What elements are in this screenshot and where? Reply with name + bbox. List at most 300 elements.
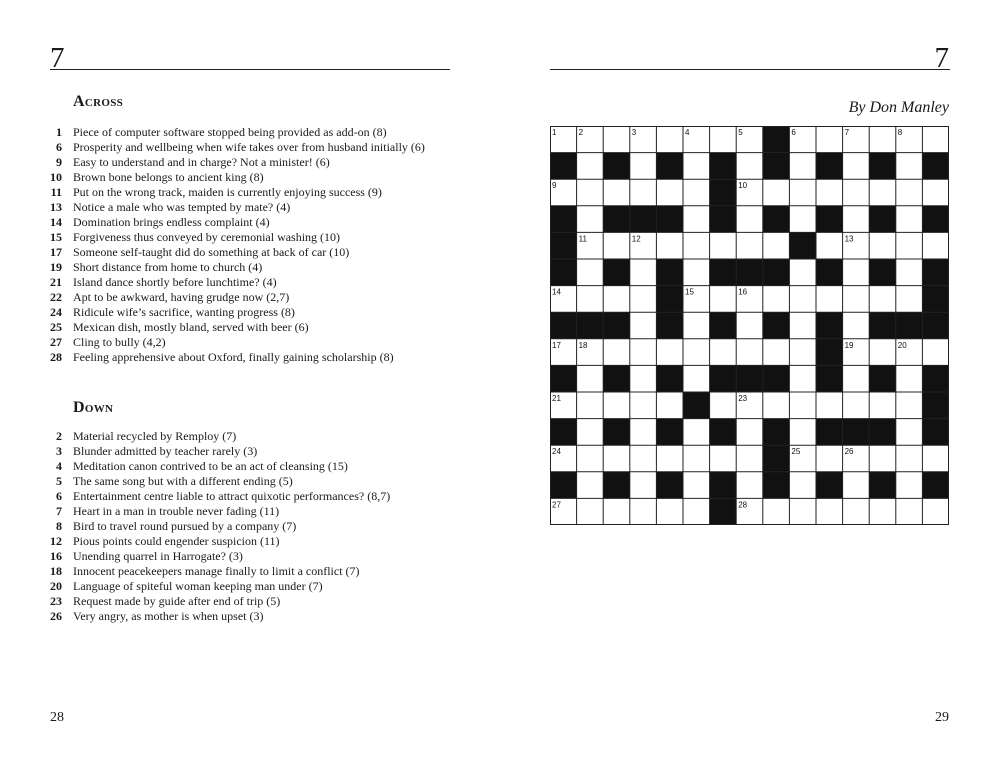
grid-cell[interactable] — [577, 179, 604, 206]
grid-cell[interactable] — [710, 445, 737, 472]
grid-cell[interactable] — [789, 419, 816, 446]
grid-cell[interactable] — [816, 126, 843, 153]
grid-block — [869, 153, 896, 180]
clue-text: Language of spiteful woman keeping man under (7) — [73, 579, 323, 593]
grid-cell[interactable] — [896, 232, 923, 259]
grid-cell[interactable] — [577, 365, 604, 392]
grid-cell[interactable] — [816, 179, 843, 206]
grid-cell[interactable] — [922, 126, 949, 153]
grid-block — [603, 153, 630, 180]
grid-cell[interactable] — [736, 445, 763, 472]
grid-cell[interactable] — [869, 339, 896, 366]
down-clue — [40, 474, 460, 489]
grid-cell[interactable] — [736, 206, 763, 233]
clue-text: Ridicule wife’s sacrifice, wanting progress (8) — [73, 305, 295, 319]
grid-cell[interactable] — [736, 419, 763, 446]
clue-number: 19 — [50, 260, 62, 274]
grid-block — [736, 259, 763, 286]
grid-clue-number: 18 — [578, 340, 588, 350]
clue-text: Mexican dish, mostly bland, served with beer (6) — [73, 320, 309, 334]
clue-number: 20 — [50, 579, 62, 593]
clue-number: 13 — [50, 200, 62, 214]
grid-cell[interactable] — [683, 472, 710, 499]
grid-clue-number: 16 — [738, 287, 748, 297]
clue-text: Heart in a man in trouble never fading (11) — [73, 504, 280, 518]
grid-block — [922, 365, 949, 392]
grid-clue-number: 11 — [578, 234, 587, 244]
grid-cell[interactable] — [710, 286, 737, 313]
grid-cell[interactable] — [630, 472, 657, 499]
clue-text: Very angry, as mother is when upset (3) — [73, 609, 264, 623]
grid-cell[interactable] — [896, 179, 923, 206]
grid-cell[interactable] — [736, 312, 763, 339]
clue-number: 14 — [50, 215, 62, 229]
grid-cell[interactable] — [896, 498, 923, 525]
grid-clue-number: 9 — [552, 181, 557, 191]
across-clue — [40, 215, 460, 230]
across-clue — [40, 245, 460, 260]
grid-block — [736, 365, 763, 392]
grid-clue-number: 23 — [738, 394, 748, 403]
grid-cell[interactable] — [630, 339, 657, 366]
across-heading: Across — [73, 93, 124, 110]
grid-cell[interactable] — [922, 232, 949, 259]
author-byline: By Don Manley — [848, 99, 949, 116]
grid-cell[interactable] — [843, 472, 870, 499]
across-clue — [40, 260, 460, 275]
clue-number: 1 — [56, 125, 62, 139]
grid-clue-number: 1 — [552, 128, 557, 137]
clue-number: 4 — [56, 459, 62, 473]
grid-cell[interactable] — [816, 445, 843, 472]
clue-text: Pious points could engender suspicion (11) — [73, 534, 280, 548]
clue-text: Prosperity and wellbeing when wife takes over from husband initially (6) — [73, 140, 425, 154]
clue-number: 21 — [50, 275, 62, 289]
grid-cell[interactable] — [630, 498, 657, 525]
grid-cell[interactable] — [843, 498, 870, 525]
clue-number: 25 — [50, 320, 62, 334]
grid-clue-number: 15 — [685, 287, 694, 297]
grid-cell[interactable] — [843, 312, 870, 339]
grid-cell[interactable] — [922, 339, 949, 366]
grid-cell[interactable] — [789, 365, 816, 392]
grid-cell[interactable] — [896, 445, 923, 472]
grid-cell[interactable] — [630, 365, 657, 392]
grid-clue-number: 14 — [552, 287, 561, 297]
clue-number: 15 — [50, 230, 62, 244]
grid-cell[interactable] — [603, 498, 630, 525]
clue-number: 6 — [56, 140, 62, 154]
grid-cell[interactable] — [683, 259, 710, 286]
grid-cell[interactable] — [683, 365, 710, 392]
grid-cell[interactable] — [789, 472, 816, 499]
down-clue — [40, 564, 460, 579]
grid-cell[interactable] — [896, 286, 923, 313]
clue-number: 18 — [50, 564, 62, 578]
grid-block — [763, 472, 790, 499]
grid-block — [710, 259, 737, 286]
grid-cell[interactable] — [763, 498, 790, 525]
grid-cell[interactable] — [869, 286, 896, 313]
grid-cell[interactable] — [630, 153, 657, 180]
clue-text: Brown bone belongs to ancient king (8) — [73, 170, 264, 184]
grid-block — [550, 153, 577, 180]
grid-cell[interactable] — [577, 445, 604, 472]
clue-text: Bird to travel round pursued by a company (7) — [73, 519, 297, 533]
grid-cell[interactable] — [843, 179, 870, 206]
grid-block — [603, 472, 630, 499]
grid-cell[interactable] — [789, 286, 816, 313]
grid-cell[interactable] — [656, 339, 683, 366]
grid-cell[interactable] — [789, 498, 816, 525]
across-clue-list — [40, 125, 460, 365]
grid-cell[interactable] — [710, 126, 737, 153]
grid-block — [550, 206, 577, 233]
grid-cell[interactable] — [843, 153, 870, 180]
grid-block — [656, 472, 683, 499]
grid-cell[interactable] — [577, 286, 604, 313]
grid-block — [763, 312, 790, 339]
grid-cell[interactable] — [922, 498, 949, 525]
across-clue — [40, 170, 460, 185]
across-clue — [40, 275, 460, 290]
grid-block — [603, 312, 630, 339]
crossword-grid-svg — [550, 126, 949, 525]
grid-clue-number: 21 — [552, 394, 561, 403]
grid-cell[interactable] — [789, 153, 816, 180]
down-clue — [40, 489, 460, 504]
grid-clue-number: 24 — [552, 447, 561, 457]
clue-number: 11 — [50, 185, 62, 199]
clue-text: Blunder admitted by teacher rarely (3) — [73, 444, 258, 458]
grid-block — [869, 259, 896, 286]
grid-cell[interactable] — [656, 445, 683, 472]
clue-text: Short distance from home to church (4) — [73, 260, 263, 274]
clue-text: Easy to understand and in charge? Not a minister! (6) — [73, 155, 330, 169]
grid-cell[interactable] — [763, 232, 790, 259]
clue-number: 3 — [56, 444, 62, 458]
grid-cell[interactable] — [763, 339, 790, 366]
grid-clue-number: 28 — [738, 500, 748, 510]
grid-cell[interactable] — [869, 126, 896, 153]
down-clue — [40, 504, 460, 519]
grid-block — [869, 365, 896, 392]
grid-block — [922, 153, 949, 180]
grid-block — [630, 206, 657, 233]
grid-block — [816, 365, 843, 392]
grid-block — [656, 286, 683, 313]
grid-cell[interactable] — [869, 179, 896, 206]
grid-cell[interactable] — [683, 179, 710, 206]
clue-number: 12 — [50, 534, 62, 548]
grid-block — [656, 153, 683, 180]
grid-block — [922, 312, 949, 339]
grid-block — [656, 206, 683, 233]
down-clue — [40, 519, 460, 534]
grid-block — [710, 153, 737, 180]
down-clue — [40, 594, 460, 609]
grid-clue-number: 13 — [844, 234, 854, 244]
down-clue — [40, 429, 460, 444]
grid-cell[interactable] — [869, 498, 896, 525]
clue-number: 24 — [50, 305, 62, 319]
right-page — [500, 0, 1000, 758]
grid-block — [656, 419, 683, 446]
grid-cell[interactable] — [896, 365, 923, 392]
grid-cell[interactable] — [603, 126, 630, 153]
grid-block — [603, 206, 630, 233]
grid-block — [710, 206, 737, 233]
grid-block — [550, 312, 577, 339]
grid-cell[interactable] — [763, 286, 790, 313]
grid-block — [763, 419, 790, 446]
grid-cell[interactable] — [789, 392, 816, 419]
grid-cell[interactable] — [896, 259, 923, 286]
puzzle-number: 7 — [50, 42, 65, 74]
grid-cell[interactable] — [710, 232, 737, 259]
grid-block — [763, 206, 790, 233]
clue-text: Unending quarrel in Harrogate? (3) — [73, 549, 243, 563]
grid-block — [763, 445, 790, 472]
grid-cell[interactable] — [683, 232, 710, 259]
grid-cell[interactable] — [577, 259, 604, 286]
grid-cell[interactable] — [736, 472, 763, 499]
grid-block — [710, 312, 737, 339]
grid-block — [550, 259, 577, 286]
grid-cell[interactable] — [869, 392, 896, 419]
grid-block — [550, 419, 577, 446]
grid-block — [816, 259, 843, 286]
grid-cell[interactable] — [816, 286, 843, 313]
grid-cell[interactable] — [789, 312, 816, 339]
grid-clue-number: 20 — [897, 340, 907, 350]
grid-cell[interactable] — [710, 339, 737, 366]
grid-cell[interactable] — [656, 179, 683, 206]
grid-block — [816, 339, 843, 366]
grid-cell[interactable] — [683, 153, 710, 180]
grid-block — [656, 312, 683, 339]
grid-cell[interactable] — [789, 179, 816, 206]
grid-block — [710, 179, 737, 206]
grid-clue-number: 10 — [738, 181, 748, 191]
grid-clue-number: 12 — [631, 234, 641, 244]
grid-clue-number: 27 — [552, 500, 561, 510]
grid-cell[interactable] — [656, 232, 683, 259]
grid-cell[interactable] — [896, 472, 923, 499]
grid-cell[interactable] — [630, 445, 657, 472]
grid-cell[interactable] — [843, 365, 870, 392]
clue-text: Innocent peacekeepers manage finally to limit a conflict (7) — [73, 564, 360, 578]
grid-cell[interactable] — [789, 259, 816, 286]
down-clue-list — [40, 429, 460, 624]
grid-block — [603, 419, 630, 446]
clue-number: 27 — [50, 335, 62, 349]
clue-text: Request made by guide after end of trip (5) — [73, 594, 281, 608]
grid-cell[interactable] — [922, 179, 949, 206]
grid-cell[interactable] — [683, 419, 710, 446]
grid-cell[interactable] — [656, 498, 683, 525]
grid-cell[interactable] — [630, 179, 657, 206]
grid-cell[interactable] — [736, 339, 763, 366]
grid-clue-number: 4 — [685, 128, 690, 137]
across-clue — [40, 320, 460, 335]
grid-cell[interactable] — [630, 312, 657, 339]
down-clue — [40, 609, 460, 624]
grid-cell[interactable] — [577, 419, 604, 446]
grid-clue-number: 3 — [631, 128, 637, 137]
grid-block — [816, 472, 843, 499]
clue-number: 6 — [56, 489, 62, 503]
clue-number: 23 — [50, 594, 62, 608]
grid-block — [656, 259, 683, 286]
grid-block — [710, 419, 737, 446]
down-clue — [40, 549, 460, 564]
grid-cell[interactable] — [683, 445, 710, 472]
clue-text: Apt to be awkward, having grudge now (2,7) — [73, 290, 290, 304]
grid-cell[interactable] — [896, 419, 923, 446]
grid-cell[interactable] — [630, 286, 657, 313]
header-rule — [550, 69, 950, 70]
grid-block — [603, 365, 630, 392]
grid-cell[interactable] — [603, 179, 630, 206]
grid-cell[interactable] — [710, 392, 737, 419]
grid-cell[interactable] — [843, 286, 870, 313]
grid-cell[interactable] — [656, 126, 683, 153]
grid-block — [763, 153, 790, 180]
grid-block — [763, 365, 790, 392]
grid-cell[interactable] — [577, 153, 604, 180]
grid-cell[interactable] — [843, 259, 870, 286]
clue-text: Meditation canon contrived to be an act of cleansing (15) — [73, 459, 348, 473]
grid-clue-number: 26 — [844, 447, 854, 457]
grid-block — [922, 259, 949, 286]
clue-number: 7 — [56, 504, 62, 518]
grid-block — [869, 419, 896, 446]
clue-number: 5 — [56, 474, 62, 488]
grid-block — [816, 206, 843, 233]
grid-cell[interactable] — [577, 498, 604, 525]
grid-cell[interactable] — [603, 392, 630, 419]
clue-text: Material recycled by Remploy (7) — [73, 429, 237, 443]
grid-cell[interactable] — [763, 392, 790, 419]
grid-cell[interactable] — [630, 392, 657, 419]
clue-number: 9 — [56, 155, 62, 169]
page-number: 29 — [935, 710, 949, 725]
grid-cell[interactable] — [816, 232, 843, 259]
grid-block — [922, 286, 949, 313]
grid-cell[interactable] — [577, 206, 604, 233]
clue-text: Piece of computer software stopped being provided as add-on (8) — [73, 125, 387, 139]
clue-number: 28 — [50, 350, 62, 364]
across-clue — [40, 155, 460, 170]
across-clue — [40, 335, 460, 350]
grid-clue-number: 6 — [791, 128, 796, 137]
grid-cell[interactable] — [843, 392, 870, 419]
grid-cell[interactable] — [816, 392, 843, 419]
grid-cell[interactable] — [869, 445, 896, 472]
grid-block — [550, 232, 577, 259]
grid-cell[interactable] — [896, 153, 923, 180]
across-clue — [40, 305, 460, 320]
grid-block — [710, 365, 737, 392]
grid-block — [896, 312, 923, 339]
grid-block — [816, 153, 843, 180]
grid-cell[interactable] — [869, 232, 896, 259]
across-clue — [40, 125, 460, 140]
clue-number: 16 — [50, 549, 62, 563]
grid-block — [816, 312, 843, 339]
grid-clue-number: 7 — [844, 128, 850, 137]
down-clue — [40, 459, 460, 474]
grid-cell[interactable] — [922, 445, 949, 472]
grid-cell[interactable] — [683, 498, 710, 525]
grid-block — [577, 312, 604, 339]
clue-text: Put on the wrong track, maiden is currently enjoying success (9) — [73, 185, 382, 199]
clue-text: Someone self-taught did do something at back of car (10) — [73, 245, 350, 259]
clue-text: Feeling apprehensive about Oxford, finally gaining scholarship (8) — [73, 350, 394, 364]
grid-cell[interactable] — [577, 392, 604, 419]
clue-text: Forgiveness thus conveyed by ceremonial washing (10) — [73, 230, 341, 244]
grid-cell[interactable] — [656, 392, 683, 419]
puzzle-number: 7 — [934, 42, 949, 74]
grid-cell[interactable] — [630, 259, 657, 286]
grid-block — [789, 232, 816, 259]
clue-text: Domination brings endless complaint (4) — [73, 215, 270, 229]
grid-cell[interactable] — [736, 232, 763, 259]
grid-clue-number: 22 — [685, 394, 694, 403]
grid-clue-number: 5 — [738, 128, 743, 137]
grid-cell[interactable] — [683, 312, 710, 339]
grid-cell[interactable] — [816, 498, 843, 525]
down-heading: Down — [73, 399, 114, 416]
grid-clue-number: 25 — [791, 447, 801, 457]
down-clue — [40, 579, 460, 594]
grid-cell[interactable] — [603, 232, 630, 259]
grid-cell[interactable] — [683, 339, 710, 366]
grid-cell[interactable] — [896, 392, 923, 419]
grid-block — [763, 259, 790, 286]
grid-block — [843, 419, 870, 446]
down-clue — [40, 534, 460, 549]
grid-cell[interactable] — [603, 339, 630, 366]
grid-block — [550, 365, 577, 392]
grid-cell[interactable] — [630, 419, 657, 446]
grid-cell[interactable] — [683, 206, 710, 233]
grid-cell[interactable] — [789, 206, 816, 233]
grid-block — [603, 259, 630, 286]
clue-text: Cling to bully (4,2) — [73, 335, 166, 349]
grid-cell[interactable] — [736, 153, 763, 180]
clue-text: The same song but with a different ending (5) — [73, 474, 293, 488]
grid-cell[interactable] — [603, 445, 630, 472]
grid-block — [869, 472, 896, 499]
grid-cell[interactable] — [577, 472, 604, 499]
grid-clue-number: 8 — [897, 128, 903, 137]
clue-text: Entertainment centre liable to attract quixotic performances? (8,7) — [73, 489, 391, 503]
grid-cell[interactable] — [843, 206, 870, 233]
header-rule — [50, 69, 450, 70]
grid-cell[interactable] — [789, 339, 816, 366]
grid-block — [869, 206, 896, 233]
clue-text: Island dance shortly before lunchtime? (4) — [73, 275, 277, 289]
grid-block — [763, 126, 790, 153]
clue-number: 22 — [50, 290, 62, 304]
grid-cell[interactable] — [896, 206, 923, 233]
grid-block — [550, 472, 577, 499]
grid-cell[interactable] — [763, 179, 790, 206]
clue-number: 2 — [56, 429, 62, 443]
grid-cell[interactable] — [603, 286, 630, 313]
